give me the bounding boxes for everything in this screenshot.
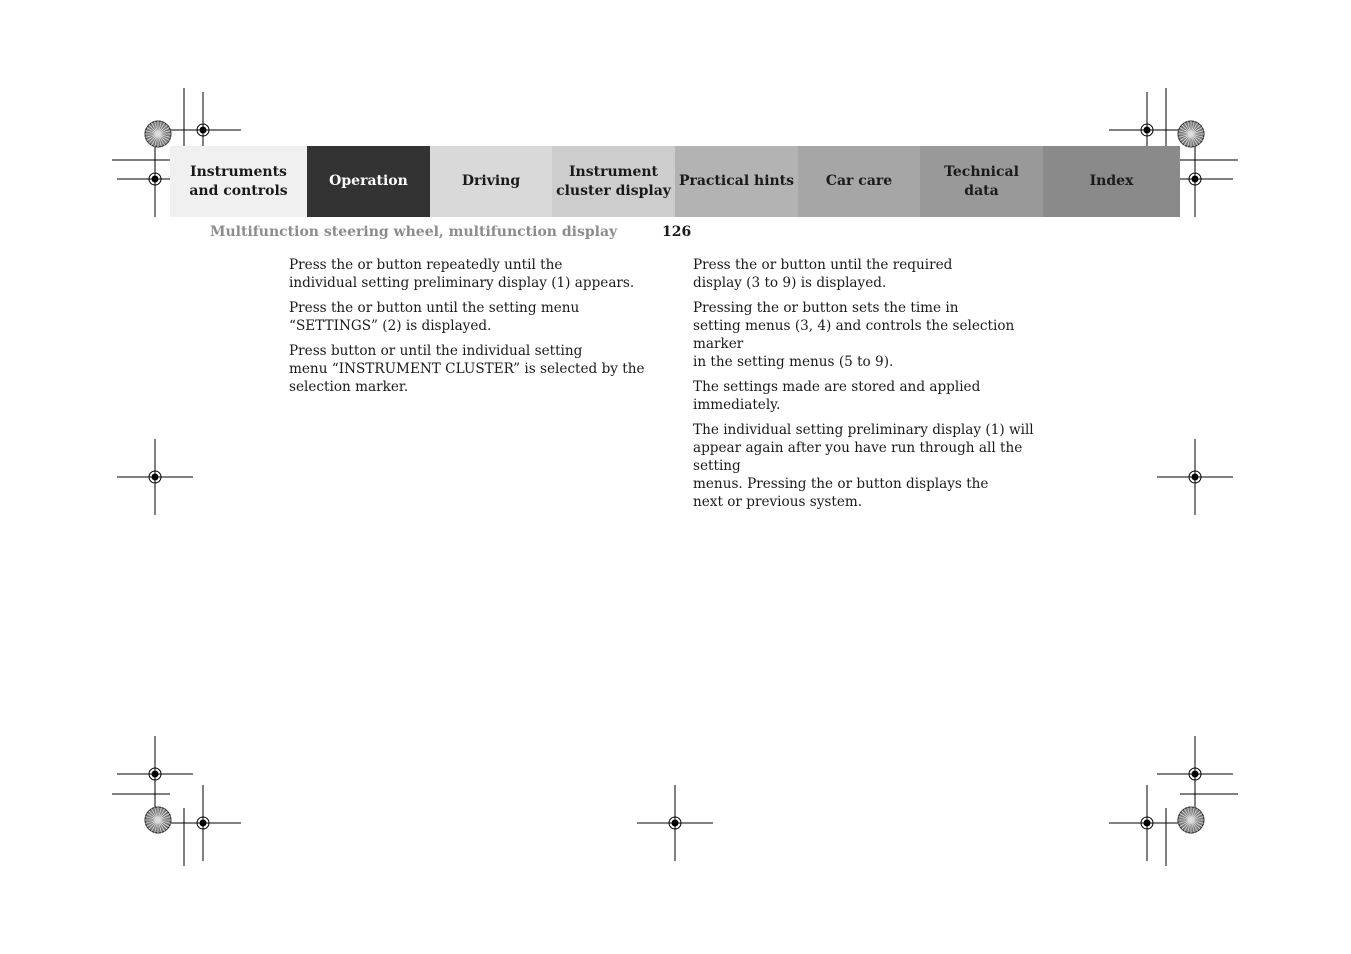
paragraph: Pressing the or button sets the time in setting menus (3, 4) and controls the selection marker in the setting menus (5 to 9). [693,300,1015,370]
registration-mark [165,785,241,861]
right-column [693,256,1063,518]
color-rosette [145,121,171,147]
section-title: Multifunction steering wheel, multifunction display [210,224,618,240]
registration-mark [117,439,193,515]
paragraph: The settings made are stored and applied immediately. [693,379,981,413]
color-rosette [1178,807,1204,833]
tab-index[interactable]: Index [1043,146,1180,217]
registration-mark [117,736,193,812]
registration-mark [1157,736,1233,812]
tab-car-care[interactable]: Car care [798,146,920,217]
page-number: 126 [662,224,692,240]
tab-operation[interactable]: Operation [307,146,430,217]
tab-technical-data[interactable]: Technical data [920,146,1043,217]
tab-instrument-cluster-display[interactable]: Instrument cluster display [552,146,675,217]
tab-practical-hints[interactable]: Practical hints [675,146,798,217]
paragraph: Press the or button repeatedly until the individual setting preliminary display (1) appears. [289,257,635,291]
paragraph: The individual setting preliminary display (1) will appear again after you have run through all the setting menus. Pressing the or button displays the next or previous system. [693,422,1034,510]
registration-mark [1109,785,1185,861]
left-column [289,256,654,403]
chapter-tabs [170,146,1180,217]
registration-mark [637,785,713,861]
color-rosette [145,807,171,833]
paragraph: Press button or until the individual setting menu “INSTRUMENT CLUSTER” is selected by the selection marker. [289,343,645,395]
tab-instruments-and-controls[interactable]: Instruments and controls [170,146,307,217]
paragraph: Press the or button until the setting menu “SETTINGS” (2) is displayed. [289,300,580,334]
color-rosette [1178,121,1204,147]
tab-driving[interactable]: Driving [430,146,552,217]
paragraph: Press the or button until the required display (3 to 9) is displayed. [693,257,953,291]
registration-mark [1157,439,1233,515]
